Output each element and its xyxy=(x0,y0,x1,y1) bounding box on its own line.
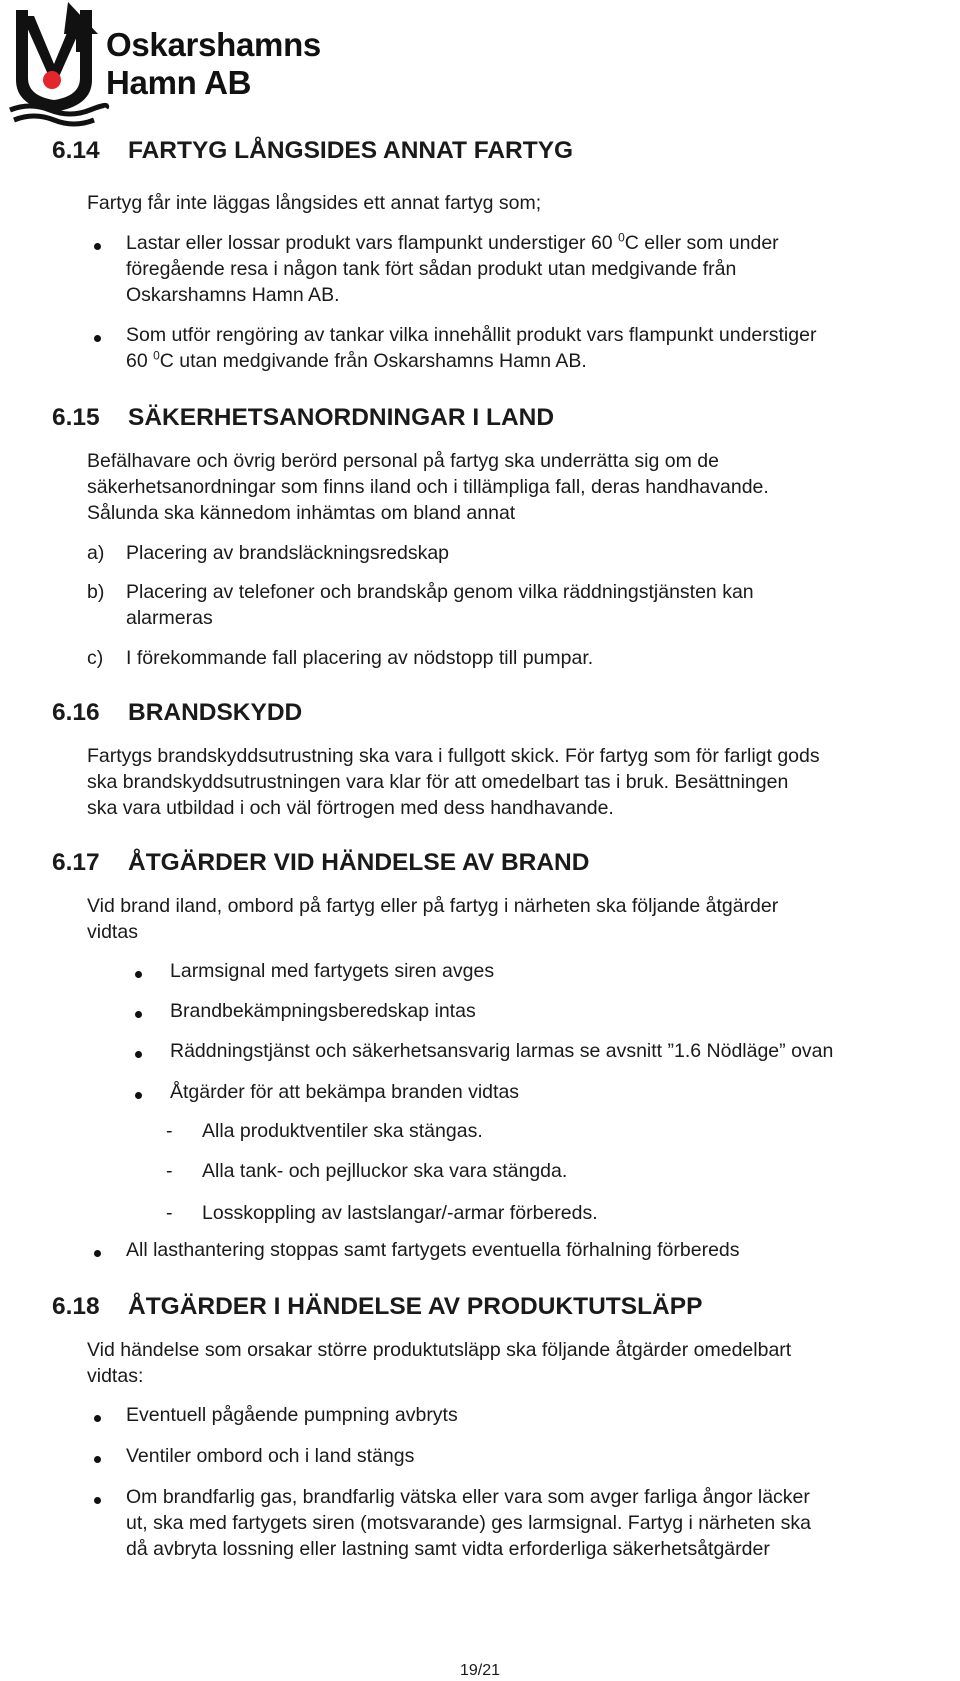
section-title: ÅTGÄRDER I HÄNDELSE AV PRODUKTUTSLÄPP xyxy=(128,1293,703,1320)
list-item-line: Som utför rengöring av tankar vilka innehållit produkt vars flampunkt understiger xyxy=(126,324,817,346)
section-number: 6.17 xyxy=(52,849,100,876)
sub-list-item: Alla produktventiler ska stängas. xyxy=(202,1120,483,1142)
enum-label: b) xyxy=(87,581,105,603)
list-item: Eventuell pågående pumpning avbryts xyxy=(126,1404,458,1426)
page-number: 19/21 xyxy=(459,1662,501,1679)
list-item: Larmsignal med fartygets siren avges xyxy=(170,960,495,982)
section-heading-6-18 xyxy=(52,1292,702,1322)
paragraph-line: Vid brand iland, ombord på fartyg eller på fartyg i närheten ska följande åtgärder xyxy=(87,895,779,917)
enum-label: c) xyxy=(87,647,104,669)
list-item: Ventiler ombord och i land stängs xyxy=(126,1445,415,1467)
list-item-line: Om brandfarlig gas, brandfarlig vätska eller vara som avger farliga ångor läcker xyxy=(126,1486,810,1508)
section-number: 6.14 xyxy=(52,137,100,164)
list-item-line: ut, ska med fartygets siren (motsvarande) ges larmsignal. Fartyg i närheten ska xyxy=(126,1512,811,1534)
bullet-icon xyxy=(135,971,142,978)
enum-text: I förekommande fall placering av nödstopp till pumpar. xyxy=(126,647,594,669)
harbor-emblem-icon xyxy=(10,2,107,124)
list-item: Räddningstjänst och säkerhetsansvarig larmas se avsnitt ”1.6 Nödläge” ovan xyxy=(170,1040,834,1062)
list-item-line: Oskarshamns Hamn AB. xyxy=(126,284,340,306)
bullet-icon xyxy=(94,1250,101,1257)
sub-list-item: Losskoppling av lastslangar/-armar förbereds. xyxy=(202,1202,598,1224)
bullet-icon xyxy=(94,1456,101,1463)
section-heading-6-16 xyxy=(52,698,302,728)
bullet-icon xyxy=(135,1051,142,1058)
bullet-icon xyxy=(94,243,101,250)
paragraph: Fartyg får inte läggas långsides ett annat fartyg som; xyxy=(87,192,542,214)
section-title: SÄKERHETSANORDNINGAR I LAND xyxy=(128,404,555,431)
bullet-icon xyxy=(135,1011,142,1018)
paragraph-line: ska brandskyddsutrustningen vara klar för att omedelbart tas i bruk. Besättningen xyxy=(87,771,789,793)
paragraph-line: vidtas xyxy=(87,921,138,943)
dash-marker: - xyxy=(166,1120,173,1142)
paragraph-line: ska vara utbildad i och väl förtrogen med dess handhavande. xyxy=(87,797,614,819)
paragraph-line: Vid händelse som orsakar större produktutsläpp ska följande åtgärder omedelbart xyxy=(87,1339,792,1361)
section-heading-6-15 xyxy=(52,403,554,433)
section-number: 6.15 xyxy=(52,404,100,431)
enum-text: Placering av brandsläckningsredskap xyxy=(126,542,450,564)
bullet-icon xyxy=(94,335,101,342)
paragraph-line: Sålunda ska kännedom inhämtas om bland annat xyxy=(87,502,516,524)
bullet-icon xyxy=(94,1415,101,1422)
paragraph-line: vidtas: xyxy=(87,1365,144,1387)
section-title: FARTYG LÅNGSIDES ANNAT FARTYG xyxy=(128,137,574,164)
section-title: BRANDSKYDD xyxy=(128,699,303,726)
bullet-icon xyxy=(135,1092,142,1099)
company-name-line1: Oskarshamns xyxy=(106,26,321,63)
enum-text: alarmeras xyxy=(126,607,213,629)
section-heading-6-14 xyxy=(52,136,573,166)
list-item-line: föregående resa i någon tank fört sådan produkt utan medgivande från xyxy=(126,258,737,280)
list-item: All lasthantering stoppas samt fartygets eventuella förhalning förbereds xyxy=(126,1239,740,1261)
list-item-line: Lastar eller lossar produkt vars flampunkt understiger 60 $^0$C eller som under xyxy=(126,230,779,254)
bullet-icon xyxy=(94,1497,101,1504)
section-number: 6.16 xyxy=(52,699,100,726)
list-item: Åtgärder för att bekämpa branden vidtas xyxy=(170,1081,520,1103)
company-name-line2: Hamn AB xyxy=(106,64,252,101)
list-item-line: 60 $^0$C utan medgivande från Oskarshamns Hamn AB. xyxy=(126,348,587,372)
list-item: Brandbekämpningsberedskap intas xyxy=(170,1000,476,1022)
enum-label: a) xyxy=(87,542,105,564)
sub-list-item: Alla tank- och pejlluckor ska vara stängda. xyxy=(202,1160,568,1182)
dash-marker: - xyxy=(166,1202,173,1224)
section-number: 6.18 xyxy=(52,1293,100,1320)
section-heading-6-17 xyxy=(52,848,589,878)
company-name xyxy=(106,26,321,102)
paragraph-line: Befälhavare och övrig berörd personal på fartyg ska underrätta sig om de xyxy=(87,450,719,472)
paragraph-line: säkerhetsanordningar som finns iland och i tillämpliga fall, deras handhavande. xyxy=(87,476,769,498)
list-item-line: då avbryta lossning eller lastning samt vidta erforderliga säkerhetsåtgärder xyxy=(126,1538,770,1560)
dash-marker: - xyxy=(166,1160,173,1182)
section-title: ÅTGÄRDER VID HÄNDELSE AV BRAND xyxy=(128,849,590,876)
paragraph-line: Fartygs brandskyddsutrustning ska vara i fullgott skick. För fartyg som för farligt gods xyxy=(87,745,820,767)
enum-text: Placering av telefoner och brandskåp genom vilka räddningstjänsten kan xyxy=(126,581,754,603)
